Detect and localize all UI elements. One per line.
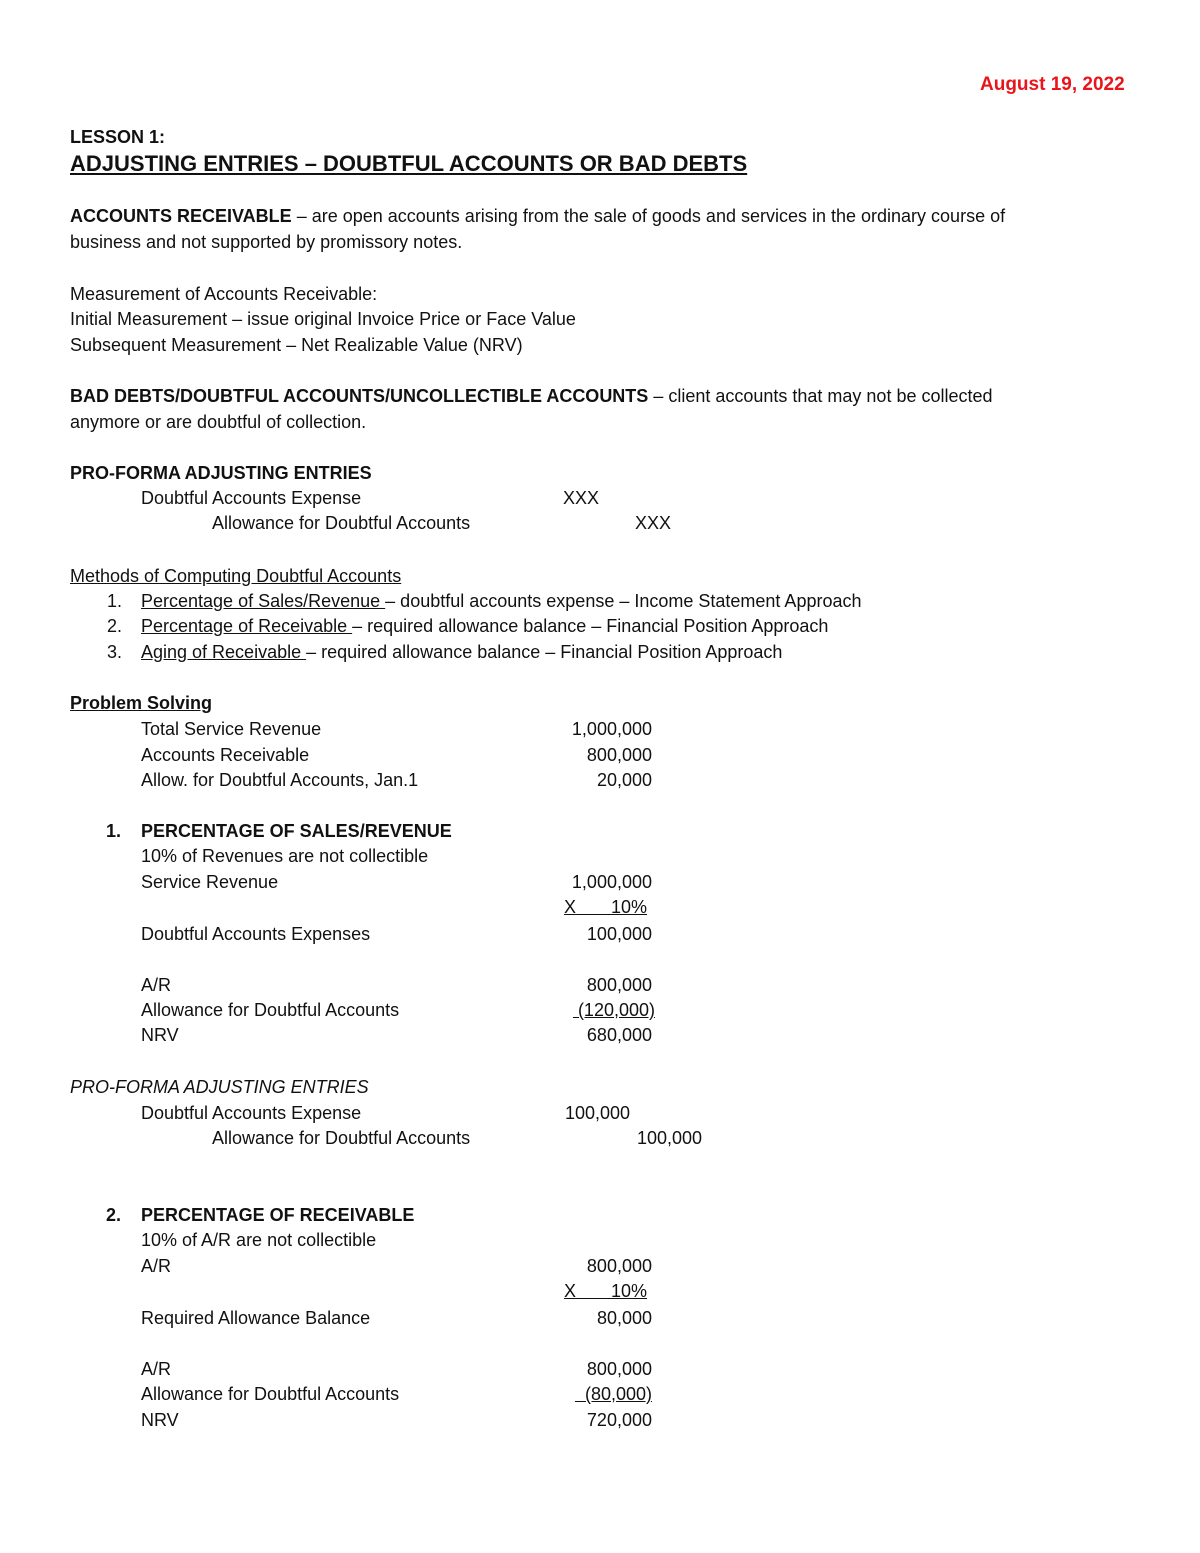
problem-row-value: 800,000 bbox=[586, 745, 652, 765]
method-item-name: Percentage of Sales/Revenue bbox=[141, 591, 386, 611]
method-item-name: Percentage of Receivable bbox=[141, 616, 353, 636]
method1-credit-account: Allowance for Doubtful Accounts bbox=[212, 1128, 471, 1148]
bad-debts-term: BAD DEBTS/DOUBTFUL ACCOUNTS/UNCOLLECTIBLE ACCOUNTS bbox=[70, 386, 649, 406]
page-title: ADJUSTING ENTRIES – DOUBTFUL ACCOUNTS OR BAD DEBTS bbox=[70, 151, 748, 176]
problem-row-label: Accounts Receivable bbox=[141, 745, 310, 765]
method-item bbox=[141, 590, 862, 612]
method2-required-label: Required Allowance Balance bbox=[141, 1308, 371, 1328]
problem-heading: Problem Solving bbox=[70, 693, 213, 713]
pro-forma-credit-account: Allowance for Doubtful Accounts bbox=[212, 513, 471, 533]
method1-allowance-value: (120,000) bbox=[572, 1000, 655, 1020]
method1-expense-value: 100,000 bbox=[586, 924, 652, 944]
method1-revenue-label: Service Revenue bbox=[141, 872, 279, 892]
methods-heading: Methods of Computing Doubtful Accounts bbox=[70, 566, 402, 586]
method2-nrv-label: NRV bbox=[141, 1410, 179, 1430]
method1-ar-value: 800,000 bbox=[586, 975, 652, 995]
method2-ar-label: A/R bbox=[141, 1256, 172, 1276]
problem-row-label: Allow. for Doubtful Accounts, Jan.1 bbox=[141, 770, 419, 790]
pro-forma-debit-amount: XXX bbox=[563, 488, 600, 508]
method2-note: 10% of A/R are not collectible bbox=[141, 1230, 377, 1250]
bad-debts-definition-text: – client accounts that may not be collected bbox=[648, 386, 993, 406]
method-item bbox=[141, 615, 828, 637]
pro-forma-credit-amount: XXX bbox=[635, 513, 672, 533]
bad-debts-definition-line2: anymore or are doubtful of collection. bbox=[70, 412, 367, 432]
method1-nrv-value: 680,000 bbox=[586, 1025, 652, 1045]
measurement-heading: Measurement of Accounts Receivable: bbox=[70, 284, 378, 304]
document-date: August 19, 2022 bbox=[980, 74, 1125, 95]
method1-note: 10% of Revenues are not collectible bbox=[141, 846, 429, 866]
method1-allowance-label: Allowance for Doubtful Accounts bbox=[141, 1000, 400, 1020]
method2-num: 2. bbox=[106, 1205, 122, 1225]
method1-debit-amount: 100,000 bbox=[565, 1103, 631, 1123]
method1-expense-label: Doubtful Accounts Expenses bbox=[141, 924, 371, 944]
bad-debts-definition-line1 bbox=[70, 385, 993, 407]
problem-row-value: 1,000,000 bbox=[571, 719, 652, 739]
method2-nrv-value: 720,000 bbox=[586, 1410, 652, 1430]
method1-ar-label: A/R bbox=[141, 975, 172, 995]
problem-row-value: 20,000 bbox=[596, 770, 652, 790]
method1-heading: PERCENTAGE OF SALES/REVENUE bbox=[141, 821, 452, 841]
method1-credit-amount: 100,000 bbox=[637, 1128, 703, 1148]
initial-measurement: Initial Measurement – issue original Invoice Price or Face Value bbox=[70, 309, 576, 329]
method2-required-value: 80,000 bbox=[596, 1308, 652, 1328]
method-item bbox=[141, 641, 782, 663]
method1-debit-account: Doubtful Accounts Expense bbox=[141, 1103, 362, 1123]
method2-ar-value: 800,000 bbox=[586, 1256, 652, 1276]
method2-allowance-label: Allowance for Doubtful Accounts bbox=[141, 1384, 400, 1404]
method1-nrv-label: NRV bbox=[141, 1025, 179, 1045]
pro-forma-debit-account: Doubtful Accounts Expense bbox=[141, 488, 362, 508]
ar-definition-line1 bbox=[70, 205, 1005, 227]
method-item-desc: – required allowance balance – Financial Position Approach bbox=[306, 642, 783, 662]
method1-entries-heading: PRO-FORMA ADJUSTING ENTRIES bbox=[70, 1077, 369, 1097]
method2-ar2-label: A/R bbox=[141, 1359, 172, 1379]
method-item-desc: – required allowance balance – Financial Position Approach bbox=[352, 616, 829, 636]
ar-definition-text: – are open accounts arising from the sale of goods and services in the ordinary course of bbox=[291, 206, 1006, 226]
method-item-name: Aging of Receivable bbox=[141, 642, 307, 662]
lesson-label: LESSON 1: bbox=[70, 127, 166, 147]
pro-forma-heading: PRO-FORMA ADJUSTING ENTRIES bbox=[70, 463, 372, 483]
method2-ar2-value: 800,000 bbox=[586, 1359, 652, 1379]
method2-multiplier: X 10% bbox=[564, 1281, 648, 1301]
ar-definition-line2: business and not supported by promissory notes. bbox=[70, 232, 463, 252]
method2-allowance-value: (80,000) bbox=[574, 1384, 652, 1404]
problem-row-label: Total Service Revenue bbox=[141, 719, 322, 739]
subsequent-measurement: Subsequent Measurement – Net Realizable Value (NRV) bbox=[70, 335, 523, 355]
method-item-num: 2. bbox=[107, 616, 123, 636]
method2-heading: PERCENTAGE OF RECEIVABLE bbox=[141, 1205, 415, 1225]
method1-multiplier: X 10% bbox=[564, 897, 648, 917]
method1-revenue-value: 1,000,000 bbox=[571, 872, 652, 892]
method-item-num: 1. bbox=[107, 591, 123, 611]
method1-num: 1. bbox=[106, 821, 122, 841]
method-item-desc: – doubtful accounts expense – Income Statement Approach bbox=[385, 591, 862, 611]
method-item-num: 3. bbox=[107, 642, 123, 662]
ar-term: ACCOUNTS RECEIVABLE bbox=[70, 206, 292, 226]
